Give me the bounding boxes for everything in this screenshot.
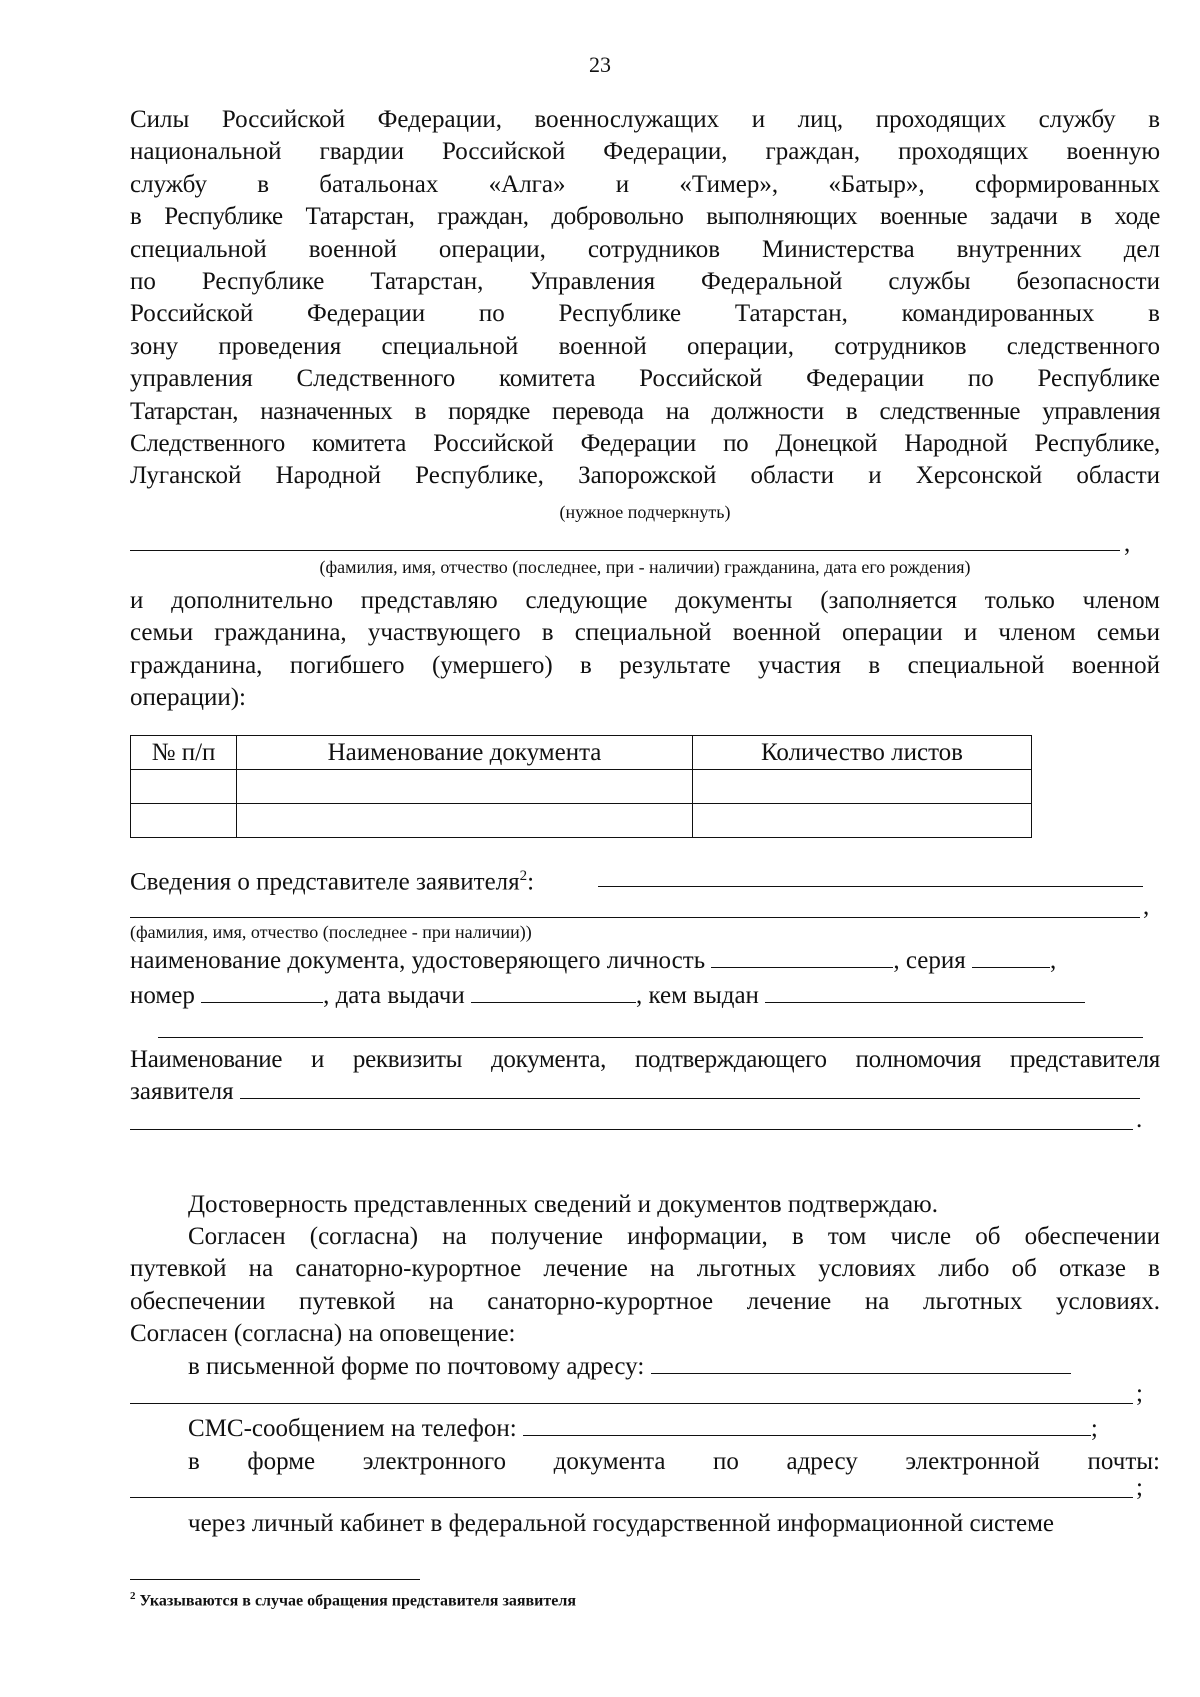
table-row bbox=[131, 770, 1032, 804]
postal-row bbox=[188, 1351, 1160, 1383]
table-row bbox=[131, 804, 1032, 838]
table-cell[interactable] bbox=[693, 804, 1032, 838]
issue-date-input-line[interactable] bbox=[471, 980, 636, 1003]
authority-end-dot: . bbox=[1136, 1106, 1143, 1133]
id-doc-label: наименование документа, удостоверяющего личность bbox=[130, 947, 706, 974]
footnote-text: Указываются в случае обращения представителя заявителя bbox=[135, 1592, 576, 1610]
footnote bbox=[130, 1590, 576, 1610]
intro-line: службу в батальонах «Алга» и «Тимер», «Батыр», сформированных bbox=[130, 170, 1160, 198]
intro-line: зону проведения специальной военной операции, сотрудников следственного bbox=[130, 332, 1160, 360]
fio-input-line[interactable] bbox=[130, 550, 1120, 551]
representative-colon: : bbox=[527, 868, 535, 896]
additional-docs-line: операции): bbox=[130, 684, 246, 712]
issued-by-input-line-2[interactable] bbox=[158, 1037, 1143, 1038]
email-semicolon: ; bbox=[1136, 1474, 1143, 1501]
consent-line: Согласен (согласна) на получение информации, в том числе об обеспечении bbox=[188, 1223, 1160, 1250]
additional-docs-paragraph bbox=[130, 585, 1160, 715]
postal-label: в письменной форме по почтовому адресу: bbox=[188, 1353, 645, 1380]
series-input-line[interactable] bbox=[972, 945, 1050, 968]
header-number: № п/п bbox=[131, 736, 237, 770]
underline-hint: (нужное подчеркнуть) bbox=[559, 502, 731, 522]
intro-line: по Республике Татарстан, Управления Федеральной службы безопасности bbox=[130, 268, 1160, 296]
issue-date-label: , дата выдачи bbox=[323, 982, 465, 1009]
intro-line: национальной гвардии Российской Федерации, граждан, проходящих военную bbox=[130, 138, 1160, 166]
representative-input-line[interactable] bbox=[598, 886, 1143, 887]
sms-semicolon: ; bbox=[1090, 1415, 1098, 1442]
authority-label: заявителя bbox=[130, 1078, 234, 1106]
id-doc-input-line[interactable] bbox=[711, 945, 893, 968]
table-cell[interactable] bbox=[237, 770, 693, 804]
number-row bbox=[130, 980, 1160, 1012]
representative-input-line-2[interactable] bbox=[130, 917, 1140, 918]
issued-by-input-line[interactable] bbox=[765, 980, 1085, 1003]
documents-table bbox=[130, 735, 1032, 838]
authority-paragraph bbox=[130, 1044, 1160, 1109]
additional-docs-line: и дополнительно представляю следующие документы (заполняется только членом bbox=[130, 587, 1160, 614]
consent-line: путевкой на санаторно-курортное лечение на льготных условиях либо об отказе в bbox=[130, 1255, 1160, 1283]
representative-comma: , bbox=[1143, 893, 1150, 920]
authority-input-line-2[interactable] bbox=[130, 1129, 1133, 1130]
cabinet-label: через личный кабинет в федеральной государственной информационной системе bbox=[188, 1510, 1054, 1537]
issued-by-label: , кем выдан bbox=[635, 982, 759, 1009]
intro-line: Российской Федерации по Республике Татарстан, командированных в bbox=[130, 300, 1160, 328]
series-end-comma: , bbox=[1050, 947, 1057, 974]
sms-label: СМС-сообщением на телефон: bbox=[188, 1415, 517, 1442]
header-document-name: Наименование документа bbox=[237, 736, 693, 770]
intro-line: Луганской Народной Республике, Запорожской области и Херсонской области bbox=[130, 462, 1160, 490]
id-doc-row bbox=[130, 945, 1160, 977]
representative-fio-caption: (фамилия, имя, отчество (последнее - при наличии)) bbox=[130, 922, 532, 942]
consent-line: обеспечении путевкой на санаторно-курортное лечение на льготных условиях. bbox=[130, 1287, 1160, 1315]
authority-line: Наименование и реквизиты документа, подтверждающего полномочия представителя bbox=[130, 1046, 1160, 1073]
email-label: в форме электронного документа по адресу электронной почты: bbox=[188, 1448, 1160, 1475]
authority-line-2 bbox=[130, 1076, 1160, 1108]
email-input-line[interactable] bbox=[130, 1497, 1133, 1498]
postal-input-line[interactable] bbox=[651, 1351, 1071, 1374]
table-cell[interactable] bbox=[131, 804, 237, 838]
page-number: 23 bbox=[589, 52, 611, 77]
sms-input-line[interactable] bbox=[523, 1413, 1091, 1436]
additional-docs-line: семьи гражданина, участвующего в специальной военной операции и членом семьи bbox=[130, 619, 1160, 647]
footnote-ref: 2 bbox=[519, 868, 528, 884]
consent-paragraph bbox=[130, 1221, 1160, 1351]
authority-input-line[interactable] bbox=[240, 1076, 1140, 1099]
representative-label-row bbox=[130, 860, 1160, 898]
confirmation-line: Достоверность представленных сведений и документов подтверждаю. bbox=[188, 1191, 938, 1218]
consent-line: Согласен (согласна) на оповещение: bbox=[130, 1320, 516, 1348]
footnote-mark: 2 bbox=[130, 1590, 136, 1602]
intro-line: специальной военной операции, сотрудников Министерства внутренних дел bbox=[130, 235, 1160, 263]
intro-line: Татарстан, назначенных в порядке перевода на должности в следственные управления bbox=[130, 397, 1160, 425]
sms-row bbox=[188, 1413, 1160, 1445]
table-cell[interactable] bbox=[693, 770, 1032, 804]
additional-docs-line: гражданина, погибшего (умершего) в результате участия в специальной военной bbox=[130, 651, 1160, 679]
series-label: , серия bbox=[893, 947, 966, 974]
header-sheet-count: Количество листов bbox=[693, 736, 1032, 770]
footnote-separator bbox=[130, 1579, 420, 1580]
postal-semicolon: ; bbox=[1136, 1380, 1143, 1407]
fio-caption: (фамилия, имя, отчество (последнее, при - наличии) гражданина, дата его рождения) bbox=[319, 557, 971, 577]
intro-line: Силы Российской Федерации, военнослужащих и лиц, проходящих службу в bbox=[130, 106, 1160, 133]
table-header-row bbox=[131, 736, 1032, 770]
postal-input-line-2[interactable] bbox=[130, 1403, 1133, 1404]
table-cell[interactable] bbox=[131, 770, 237, 804]
intro-line: управления Следственного комитета Российской Федерации по Республике bbox=[130, 365, 1160, 393]
intro-paragraph bbox=[130, 104, 1160, 493]
representative-label: Сведения о представителе заявителя bbox=[130, 868, 520, 896]
fio-comma: , bbox=[1124, 530, 1131, 557]
number-label: номер bbox=[130, 982, 195, 1009]
intro-line: в Республике Татарстан, граждан, добровольно выполняющих военные задачи в ходе bbox=[130, 203, 1160, 231]
table-cell[interactable] bbox=[237, 804, 693, 838]
number-input-line[interactable] bbox=[201, 980, 323, 1003]
intro-line: Следственного комитета Российской Федерации по Донецкой Народной Республике, bbox=[130, 430, 1160, 458]
